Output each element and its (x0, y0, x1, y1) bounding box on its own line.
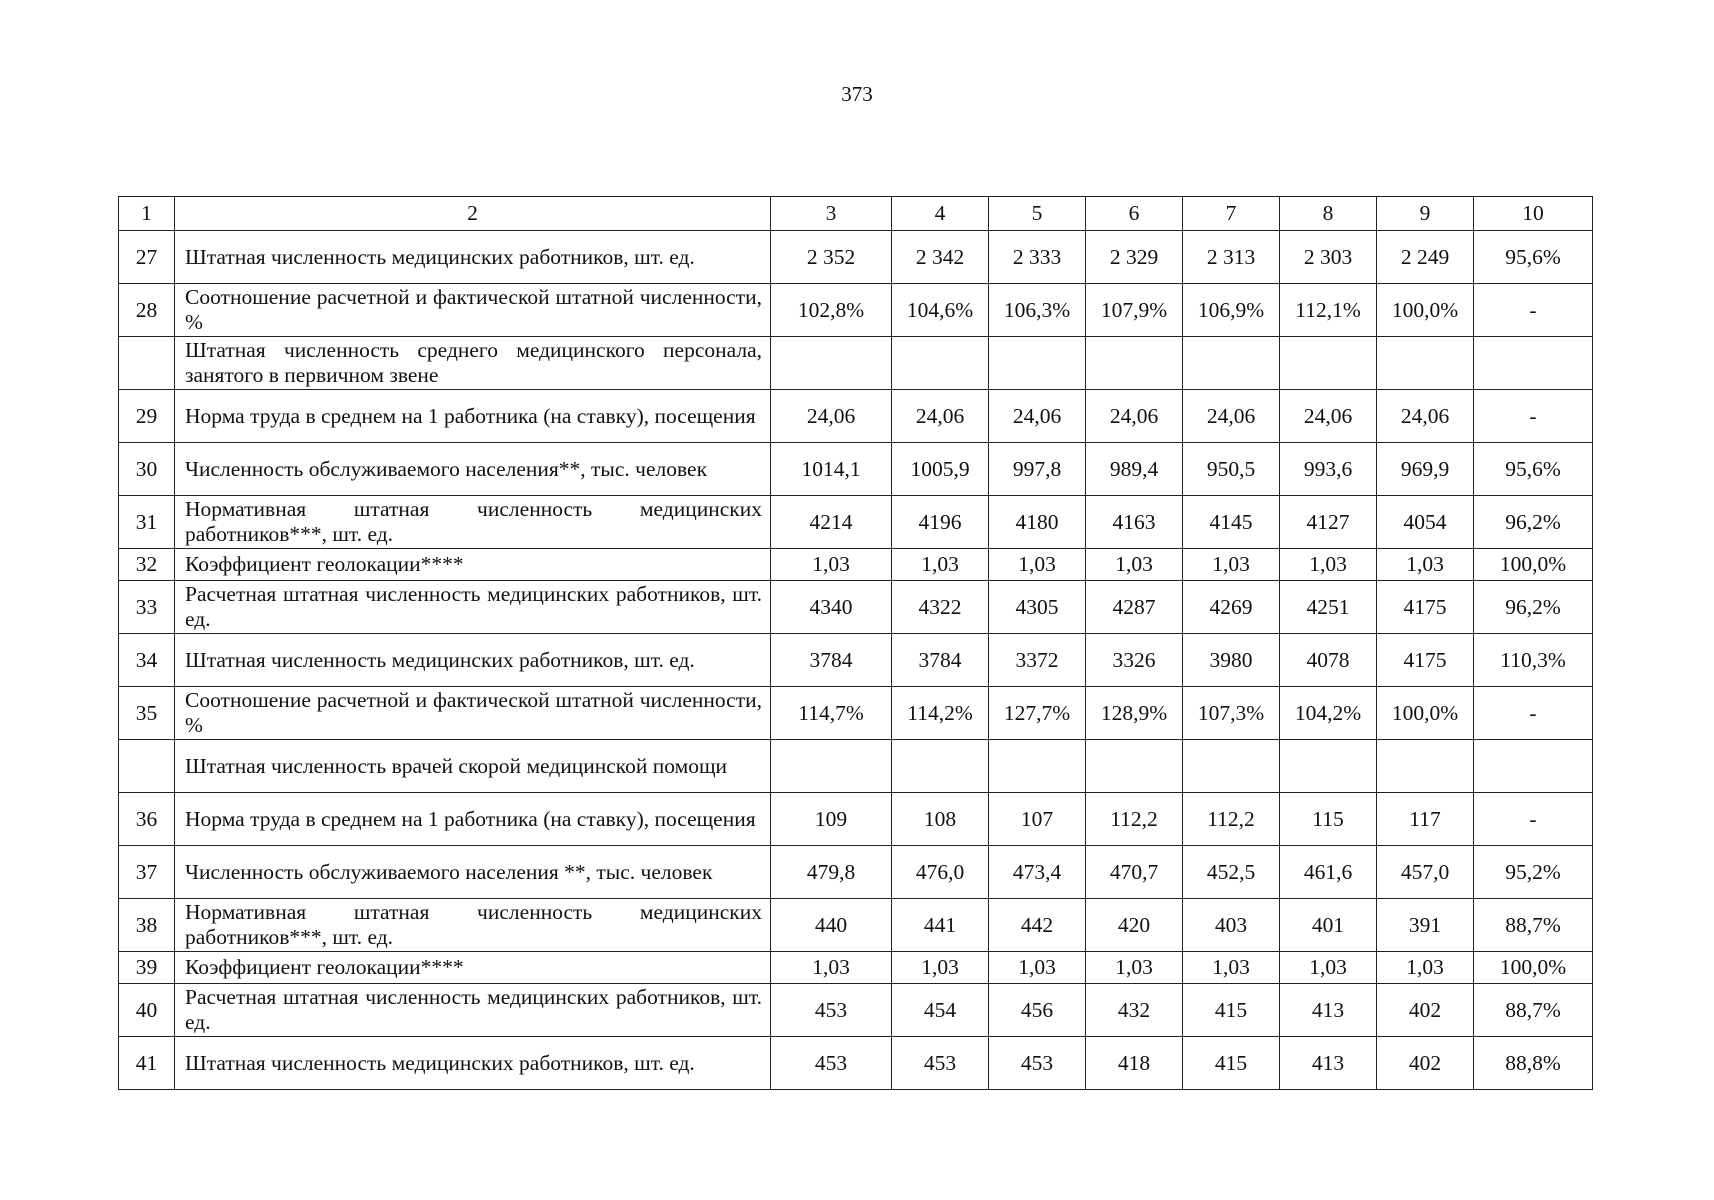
value-cell: 4322 (892, 581, 989, 634)
table-row (119, 337, 1593, 390)
value-cell: 4340 (771, 581, 892, 634)
value-cell: 24,06 (989, 390, 1086, 443)
value-cell: 418 (1086, 1037, 1183, 1090)
value-cell: 96,2% (1474, 496, 1593, 549)
value-cell: - (1474, 284, 1593, 337)
value-cell: 456 (989, 984, 1086, 1037)
value-cell (989, 337, 1086, 390)
value-cell (1377, 337, 1474, 390)
value-cell: 100,0% (1377, 687, 1474, 740)
value-cell: 391 (1377, 899, 1474, 952)
value-cell: 3784 (771, 634, 892, 687)
value-cell: 479,8 (771, 846, 892, 899)
value-cell: 100,0% (1377, 284, 1474, 337)
row-number-cell: 28 (119, 284, 175, 337)
row-number-cell: 36 (119, 793, 175, 846)
value-cell: 112,2 (1086, 793, 1183, 846)
value-cell: 100,0% (1474, 549, 1593, 581)
row-description-cell: Штатная численность среднего медицинского персонала, занятого в первичном звене (175, 337, 771, 390)
table-row (119, 390, 1593, 443)
value-cell: 108 (892, 793, 989, 846)
value-cell: 457,0 (1377, 846, 1474, 899)
row-description-cell: Расчетная штатная численность медицинских работников, шт. ед. (175, 984, 771, 1037)
row-number-cell: 31 (119, 496, 175, 549)
column-header: 3 (771, 197, 892, 231)
value-cell: 476,0 (892, 846, 989, 899)
value-cell: - (1474, 793, 1593, 846)
table-row (119, 846, 1593, 899)
value-cell: 2 303 (1280, 231, 1377, 284)
value-cell: 989,4 (1086, 443, 1183, 496)
value-cell: 95,6% (1474, 443, 1593, 496)
value-cell: 24,06 (1280, 390, 1377, 443)
value-cell: 413 (1280, 984, 1377, 1037)
value-cell (1280, 337, 1377, 390)
value-cell: 24,06 (771, 390, 892, 443)
row-description-cell: Штатная численность медицинских работников, шт. ед. (175, 231, 771, 284)
value-cell: 402 (1377, 1037, 1474, 1090)
value-cell: 2 352 (771, 231, 892, 284)
value-cell: 107 (989, 793, 1086, 846)
value-cell: 109 (771, 793, 892, 846)
value-cell: 100,0% (1474, 952, 1593, 984)
value-cell: 2 249 (1377, 231, 1474, 284)
value-cell: 969,9 (1377, 443, 1474, 496)
value-cell: 993,6 (1280, 443, 1377, 496)
value-cell: 950,5 (1183, 443, 1280, 496)
row-number-cell (119, 337, 175, 390)
value-cell: 4163 (1086, 496, 1183, 549)
value-cell: 114,2% (892, 687, 989, 740)
value-cell (1377, 740, 1474, 793)
value-cell: 4054 (1377, 496, 1474, 549)
value-cell: 117 (1377, 793, 1474, 846)
row-description-cell: Норма труда в среднем на 1 работника (на ставку), посещения (175, 793, 771, 846)
table-row (119, 634, 1593, 687)
table-row (119, 581, 1593, 634)
value-cell: 2 313 (1183, 231, 1280, 284)
value-cell: 1,03 (989, 549, 1086, 581)
value-cell: 24,06 (892, 390, 989, 443)
column-header: 8 (1280, 197, 1377, 231)
value-cell: 453 (771, 1037, 892, 1090)
value-cell: 432 (1086, 984, 1183, 1037)
row-description-cell: Штатная численность медицинских работников, шт. ед. (175, 634, 771, 687)
row-description-cell: Соотношение расчетной и фактической штатной численности, % (175, 687, 771, 740)
value-cell: 2 342 (892, 231, 989, 284)
table-row (119, 984, 1593, 1037)
value-cell: 88,7% (1474, 899, 1593, 952)
value-cell: 4251 (1280, 581, 1377, 634)
value-cell: 1,03 (892, 952, 989, 984)
column-header: 10 (1474, 197, 1593, 231)
value-cell: 112,1% (1280, 284, 1377, 337)
row-description-cell: Расчетная штатная численность медицинских работников, шт. ед. (175, 581, 771, 634)
value-cell: 88,7% (1474, 984, 1593, 1037)
value-cell: 4214 (771, 496, 892, 549)
row-number-cell: 37 (119, 846, 175, 899)
value-cell: 403 (1183, 899, 1280, 952)
row-description-cell: Коэффициент геолокации**** (175, 952, 771, 984)
value-cell: 3372 (989, 634, 1086, 687)
column-header: 9 (1377, 197, 1474, 231)
row-number-cell: 32 (119, 549, 175, 581)
value-cell: 402 (1377, 984, 1474, 1037)
value-cell: 115 (1280, 793, 1377, 846)
value-cell: 1,03 (771, 952, 892, 984)
value-cell (1474, 337, 1593, 390)
value-cell: 415 (1183, 984, 1280, 1037)
table-row (119, 899, 1593, 952)
value-cell (771, 337, 892, 390)
row-number-cell (119, 740, 175, 793)
value-cell: 1,03 (1086, 549, 1183, 581)
value-cell: 128,9% (1086, 687, 1183, 740)
value-cell: 4180 (989, 496, 1086, 549)
row-number-cell: 27 (119, 231, 175, 284)
value-cell: 104,2% (1280, 687, 1377, 740)
row-number-cell: 29 (119, 390, 175, 443)
row-number-cell: 38 (119, 899, 175, 952)
header-row (119, 197, 1593, 231)
value-cell: 413 (1280, 1037, 1377, 1090)
value-cell: 24,06 (1183, 390, 1280, 443)
value-cell: - (1474, 687, 1593, 740)
value-cell: 102,8% (771, 284, 892, 337)
table-row (119, 740, 1593, 793)
table-row (119, 231, 1593, 284)
value-cell (892, 337, 989, 390)
value-cell: 1,03 (1183, 549, 1280, 581)
row-number-cell: 33 (119, 581, 175, 634)
value-cell: 3980 (1183, 634, 1280, 687)
value-cell: 1,03 (1377, 549, 1474, 581)
row-number-cell: 35 (119, 687, 175, 740)
value-cell: 4269 (1183, 581, 1280, 634)
value-cell: 95,2% (1474, 846, 1593, 899)
value-cell: 4175 (1377, 634, 1474, 687)
value-cell (771, 740, 892, 793)
value-cell: 452,5 (1183, 846, 1280, 899)
value-cell: 401 (1280, 899, 1377, 952)
column-header: 7 (1183, 197, 1280, 231)
table-row (119, 1037, 1593, 1090)
value-cell: 453 (771, 984, 892, 1037)
value-cell (1183, 740, 1280, 793)
value-cell: 1,03 (1280, 549, 1377, 581)
value-cell: 88,8% (1474, 1037, 1593, 1090)
column-header: 2 (175, 197, 771, 231)
value-cell: 107,3% (1183, 687, 1280, 740)
value-cell: 442 (989, 899, 1086, 952)
value-cell: 4078 (1280, 634, 1377, 687)
value-cell: 1,03 (1280, 952, 1377, 984)
row-description-cell: Норма труда в среднем на 1 работника (на ставку), посещения (175, 390, 771, 443)
value-cell: 104,6% (892, 284, 989, 337)
value-cell: 415 (1183, 1037, 1280, 1090)
value-cell: 1,03 (892, 549, 989, 581)
value-cell: 2 333 (989, 231, 1086, 284)
value-cell: 440 (771, 899, 892, 952)
page-number: 373 (841, 82, 873, 106)
value-cell: 106,3% (989, 284, 1086, 337)
value-cell: 453 (892, 1037, 989, 1090)
value-cell: 3326 (1086, 634, 1183, 687)
value-cell: 4305 (989, 581, 1086, 634)
value-cell: 95,6% (1474, 231, 1593, 284)
value-cell: 127,7% (989, 687, 1086, 740)
table-row (119, 549, 1593, 581)
value-cell: 453 (989, 1037, 1086, 1090)
value-cell: 4196 (892, 496, 989, 549)
value-cell: 441 (892, 899, 989, 952)
value-cell: 96,2% (1474, 581, 1593, 634)
value-cell: 4287 (1086, 581, 1183, 634)
value-cell: 1,03 (1183, 952, 1280, 984)
row-number-cell: 34 (119, 634, 175, 687)
value-cell: 3784 (892, 634, 989, 687)
column-header: 6 (1086, 197, 1183, 231)
row-number-cell: 30 (119, 443, 175, 496)
value-cell (989, 740, 1086, 793)
row-description-cell: Нормативная штатная численность медицинских работников***, шт. ед. (175, 899, 771, 952)
value-cell: 2 329 (1086, 231, 1183, 284)
row-description-cell: Штатная численность медицинских работников, шт. ед. (175, 1037, 771, 1090)
row-description-cell: Численность обслуживаемого населения**, тыс. человек (175, 443, 771, 496)
value-cell: 114,7% (771, 687, 892, 740)
value-cell: 1,03 (989, 952, 1086, 984)
row-number-cell: 39 (119, 952, 175, 984)
value-cell: 4145 (1183, 496, 1280, 549)
row-description-cell: Коэффициент геолокации**** (175, 549, 771, 581)
table-row (119, 443, 1593, 496)
column-header: 5 (989, 197, 1086, 231)
value-cell: 112,2 (1183, 793, 1280, 846)
column-header: 1 (119, 197, 175, 231)
value-cell: 106,9% (1183, 284, 1280, 337)
value-cell: 454 (892, 984, 989, 1037)
data-table (118, 196, 1593, 1090)
value-cell: 110,3% (1474, 634, 1593, 687)
value-cell: 107,9% (1086, 284, 1183, 337)
value-cell: 420 (1086, 899, 1183, 952)
value-cell: 1,03 (1377, 952, 1474, 984)
value-cell: 997,8 (989, 443, 1086, 496)
value-cell: 1005,9 (892, 443, 989, 496)
value-cell: 4175 (1377, 581, 1474, 634)
table-row (119, 496, 1593, 549)
row-description-cell: Нормативная штатная численность медицинских работников***, шт. ед. (175, 496, 771, 549)
column-header: 4 (892, 197, 989, 231)
value-cell: 24,06 (1086, 390, 1183, 443)
table-row (119, 687, 1593, 740)
value-cell (1086, 337, 1183, 390)
row-description-cell: Численность обслуживаемого населения **, тыс. человек (175, 846, 771, 899)
row-number-cell: 40 (119, 984, 175, 1037)
value-cell: 473,4 (989, 846, 1086, 899)
value-cell: 24,06 (1377, 390, 1474, 443)
value-cell (1280, 740, 1377, 793)
value-cell: 4127 (1280, 496, 1377, 549)
value-cell: 1014,1 (771, 443, 892, 496)
value-cell (892, 740, 989, 793)
table-row (119, 284, 1593, 337)
value-cell (1474, 740, 1593, 793)
value-cell (1183, 337, 1280, 390)
row-number-cell: 41 (119, 1037, 175, 1090)
value-cell: 1,03 (771, 549, 892, 581)
row-description-cell: Соотношение расчетной и фактической штатной численности, % (175, 284, 771, 337)
row-description-cell: Штатная численность врачей скорой медицинской помощи (175, 740, 771, 793)
value-cell: 1,03 (1086, 952, 1183, 984)
value-cell: 461,6 (1280, 846, 1377, 899)
table-row (119, 952, 1593, 984)
table-row (119, 793, 1593, 846)
value-cell: 470,7 (1086, 846, 1183, 899)
value-cell: - (1474, 390, 1593, 443)
value-cell (1086, 740, 1183, 793)
